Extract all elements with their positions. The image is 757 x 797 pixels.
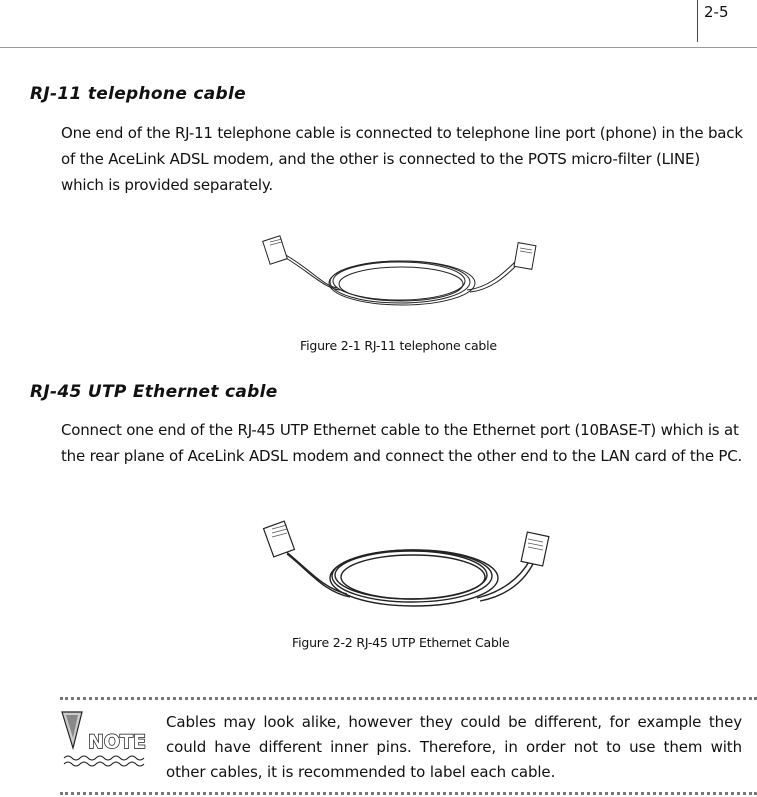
header-divider	[697, 0, 698, 42]
rj45-cable-image	[262, 520, 552, 616]
rj11-cable-image	[262, 230, 542, 322]
figure-caption-rj11: Figure 2-1 RJ-11 telephone cable	[300, 338, 497, 353]
section-heading-rj11: RJ-11 telephone cable	[30, 84, 246, 104]
section-body-rj45: Connect one end of the RJ-45 UTP Ethernet cable to the Ethernet port (10BASE-T) which is at the rear plane of AceLink ADSL modem and connect the other end to the LAN card of the PC.	[61, 421, 743, 465]
page-number: 2-5	[704, 3, 729, 21]
section-heading-rj45: RJ-45 UTP Ethernet cable	[30, 382, 278, 402]
note-text: Cables may look alike, however they could be different, for example they could have different inner pins. Therefore, in order not to use them with other cables, it is recommended to label each cable.	[166, 713, 742, 781]
section-body-rj11: One end of the RJ-11 telephone cable is connected to telephone line port (phone) in the back of the AceLink ADSL modem, and the other is connected to the POTS micro-filter (LINE) which is provided separately.	[61, 124, 743, 194]
note-icon-label: NOTE	[88, 731, 146, 753]
figure-caption-rj45: Figure 2-2 RJ-45 UTP Ethernet Cable	[292, 635, 510, 650]
note-bottom-rule	[60, 792, 757, 795]
note-icon	[60, 710, 148, 768]
header-rule	[0, 47, 757, 48]
note-top-rule	[60, 697, 757, 700]
